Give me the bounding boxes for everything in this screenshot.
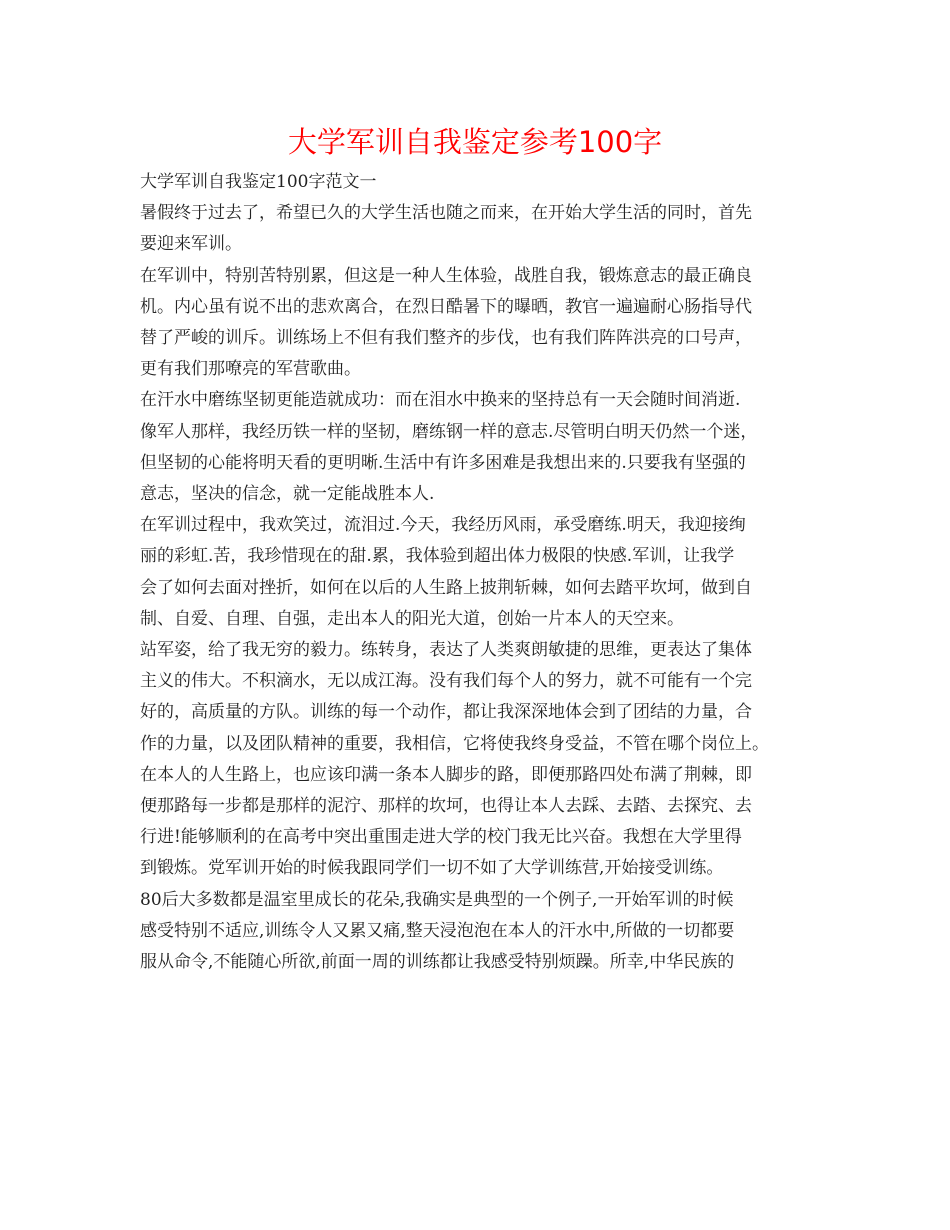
- document-body: [140, 167, 830, 978]
- paragraph: [140, 198, 830, 260]
- text-line: 像军人那样，我经历铁一样的坚韧，磨练钢一样的意志.尽管明白明天仍然一个迷，: [140, 421, 758, 442]
- text-line: 在汗水中磨练坚韧更能造就成功：而在泪水中换来的坚持总有一天会随时间消逝.: [140, 390, 741, 411]
- text-line: 在军训中，特别苦特别累，但这是一种人生体验，战胜自我，锻炼意志的最正确良: [140, 265, 752, 286]
- text-line: 服从命令,不能随心所欲,前面一周的训练都让我感受特别烦躁。所幸,中华民族的: [140, 952, 735, 973]
- text-line: 80后大多数都是温室里成长的花朵,我确实是典型的一个例子,一开始军训的时候: [140, 889, 734, 910]
- text-line: 要迎来军训。: [140, 234, 242, 255]
- text-line: 便那路每一步都是那样的泥泞、那样的坎坷，也得让本人去踩、去踏、去探究、去: [140, 796, 752, 817]
- text-line: 会了如何去面对挫折，如何在以后的人生路上披荆斩棘，如何去踏平坎坷，做到自: [140, 577, 752, 598]
- paragraph: [140, 510, 830, 635]
- text-line: 意志，坚决的信念，就一定能战胜本人.: [140, 484, 435, 505]
- paragraph: [140, 385, 830, 510]
- text-line: 更有我们那嘹亮的军营歌曲。: [140, 359, 361, 380]
- text-line: 在本人的人生路上，也应该印满一条本人脚步的路，即便那路四处布满了荆棘，即: [140, 764, 752, 785]
- text-line: 暑假终于过去了，希望已久的大学生活也随之而来，在开始大学生活的同时，首先: [140, 203, 752, 224]
- text-line: 但坚韧的心能将明天看的更明晰.生活中有许多困难是我想出来的.只要我有坚强的: [140, 452, 746, 473]
- text-line: 站军姿，给了我无穷的毅力。练转身，表达了人类爽朗敏捷的思维，更表达了集体: [140, 640, 752, 661]
- paragraph: [140, 885, 830, 979]
- text-line: 作的力量，以及团队精神的重要，我相信，它将使我终身受益，不管在哪个岗位上。: [140, 733, 769, 754]
- text-line: 好的，高质量的方队。训练的每一个动作，都让我深深地体会到了团结的力量，合: [140, 702, 752, 723]
- paragraph: [140, 261, 830, 386]
- text-line: 主义的伟大。不积滴水，无以成江海。没有我们每个人的努力，就不可能有一个完: [140, 671, 752, 692]
- paragraph: [140, 635, 830, 885]
- text-line: 在军训过程中，我欢笑过，流泪过.今天，我经历风雨，承受磨练.明天，我迎接绚: [140, 515, 746, 536]
- document-subtitle: 大学军训自我鉴定100字范文一: [140, 172, 377, 192]
- text-line: 到锻炼。党军训开始的时候我跟同学们一切不如了大学训练营,开始接受训练。: [140, 858, 724, 879]
- text-line: 替了严峻的训斥。训练场上不但有我们整齐的步伐，也有我们阵阵洪亮的口号声，: [140, 328, 752, 349]
- text-line: 感受特别不适应,训练令人又累又痛,整天浸泡泡在本人的汗水中,所做的一切都要: [140, 920, 735, 941]
- document-title: 大学军训自我鉴定参考100字: [287, 125, 663, 159]
- text-line: 行进!能够顺利的在高考中突出重围走进大学的校门我无比兴奋。我想在大学里得: [140, 827, 742, 848]
- text-line: 丽的彩虹.苦，我珍惜现在的甜.累，我体验到超出体力极限的快感.军训，让我学: [140, 546, 735, 567]
- text-line: 制、自爱、自理、自强，走出本人的阳光大道，创始一片本人的天空来。: [140, 608, 684, 629]
- text-line: 机。内心虽有说不出的悲欢离合，在烈日酷暑下的曝晒，教官一遍遍耐心肠指导代: [140, 296, 752, 317]
